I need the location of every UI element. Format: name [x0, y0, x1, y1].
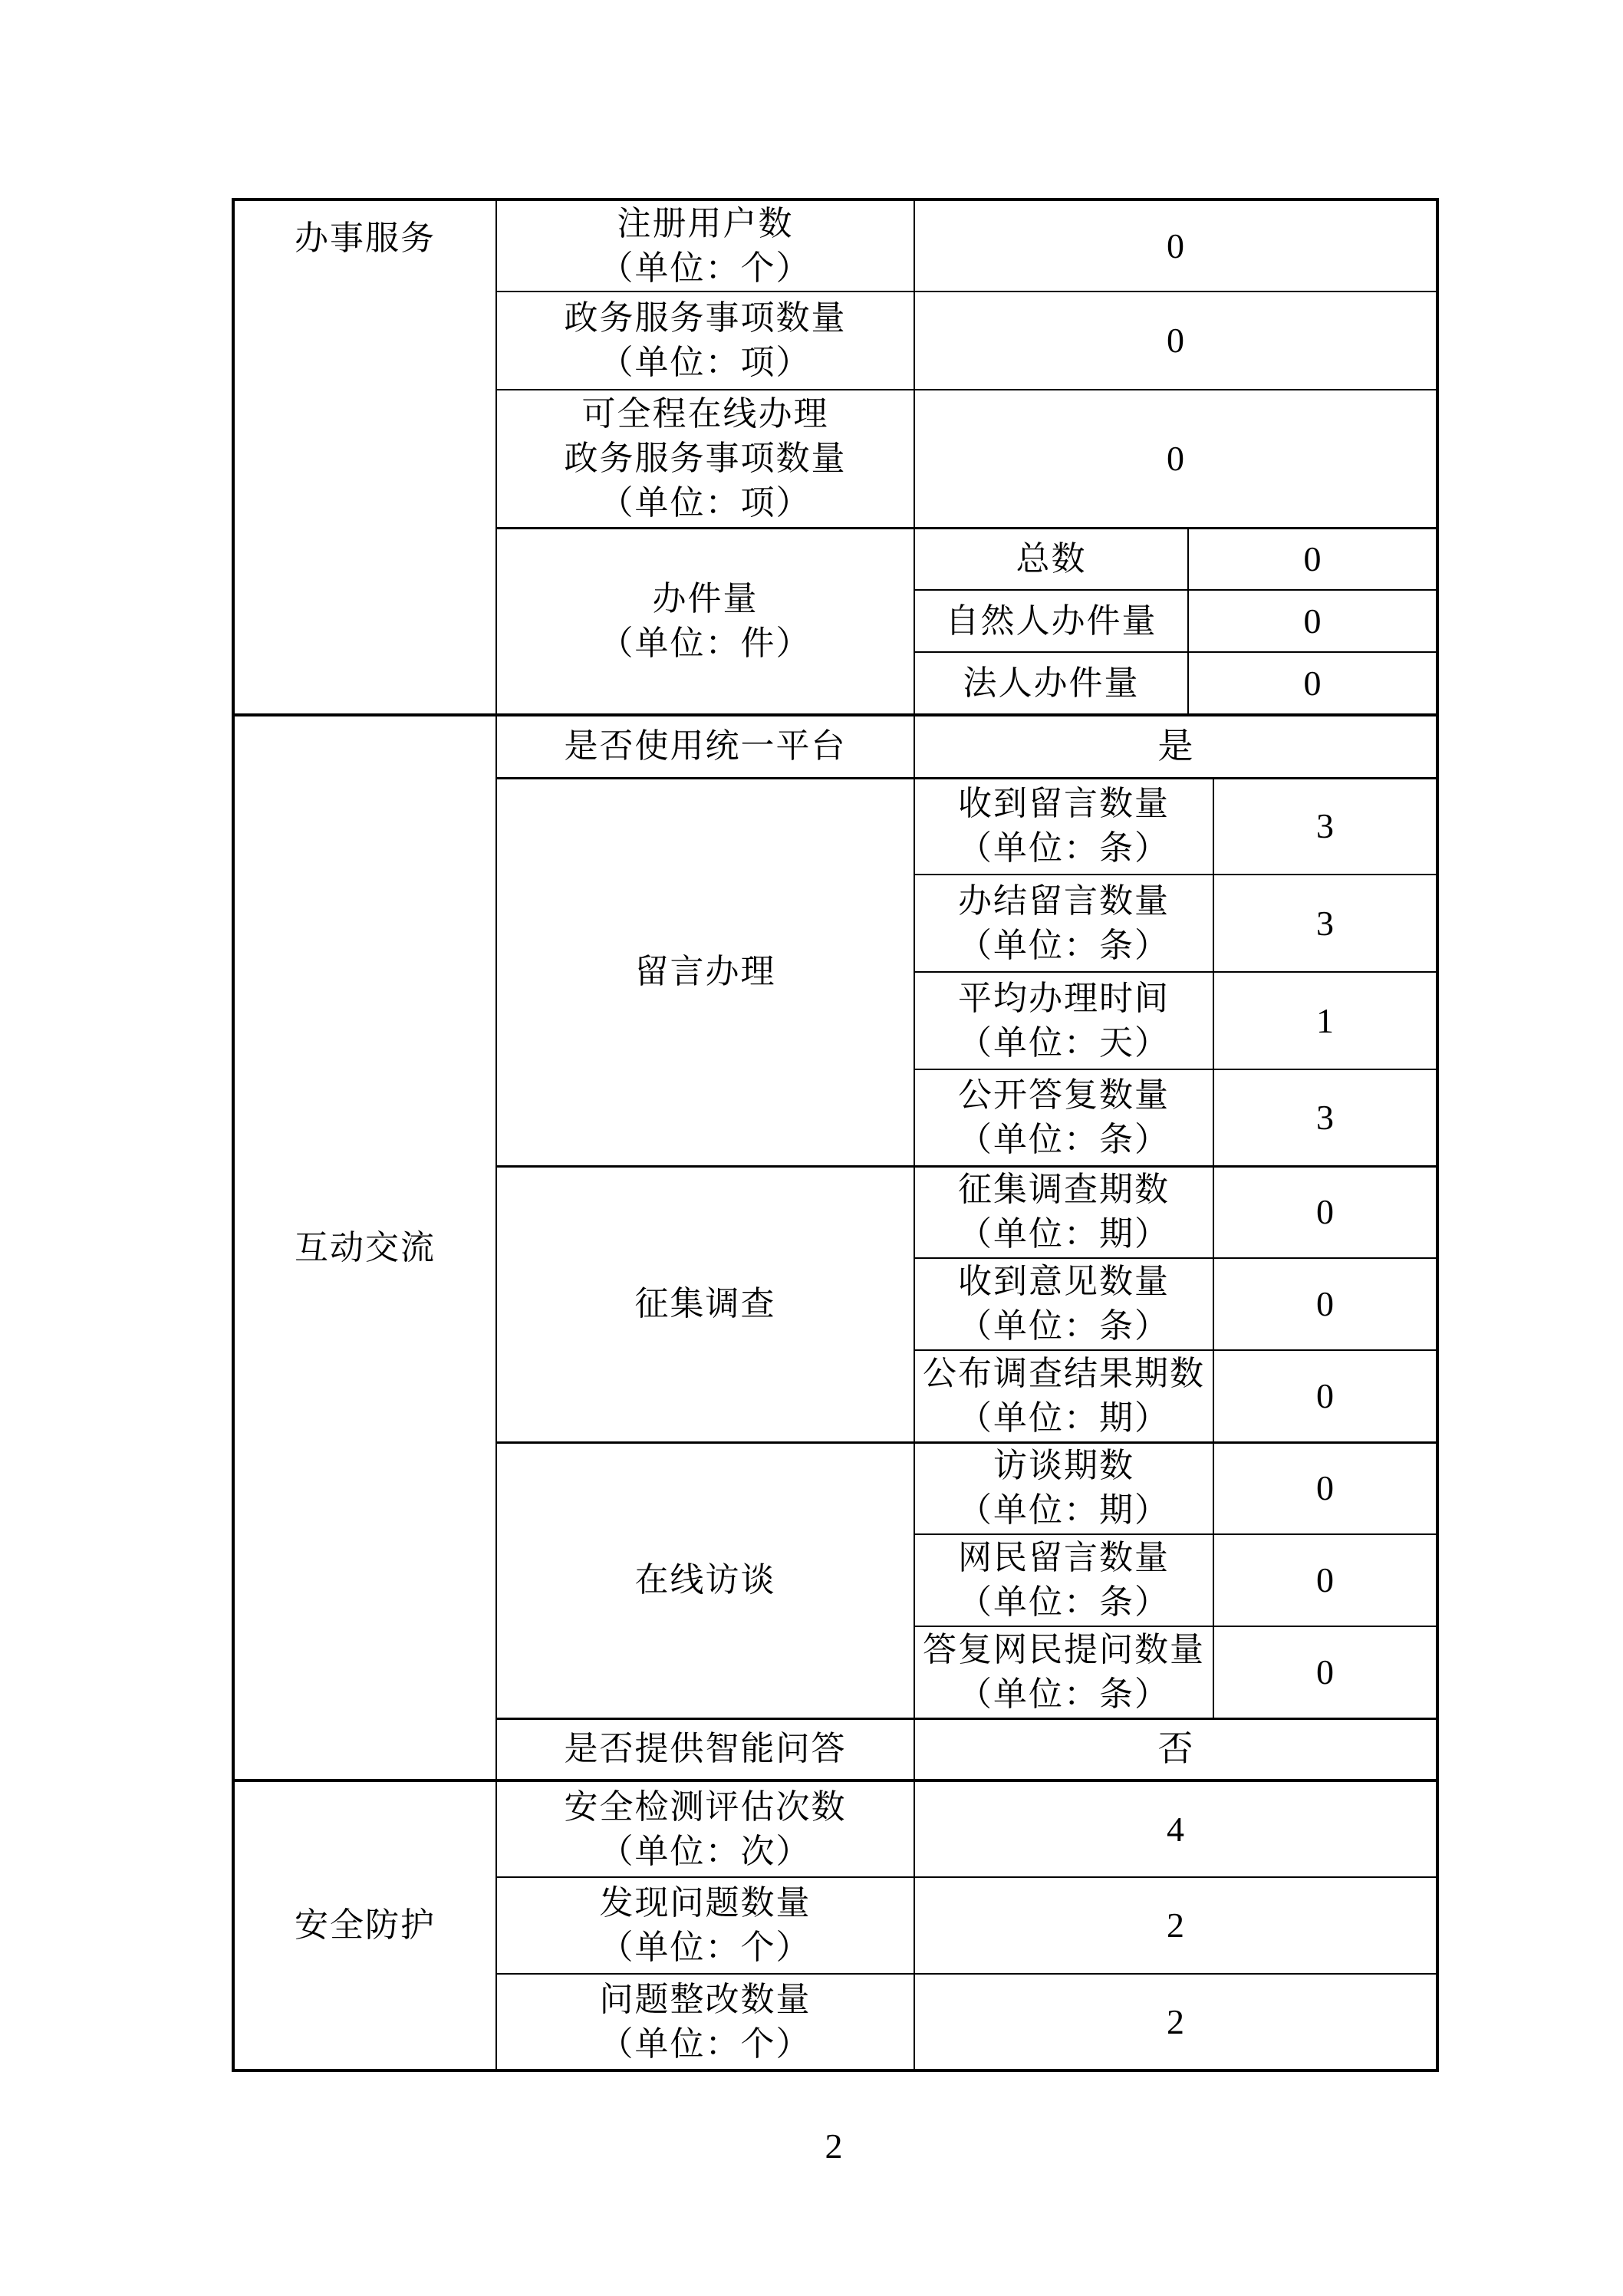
- sub-label-cell: 法人办件量: [914, 652, 1188, 715]
- sub-unit: （单位：期）: [958, 1398, 1170, 1437]
- sub-label: 网民留言数量: [958, 1539, 1170, 1576]
- sub-label-cell: [914, 1442, 1213, 1534]
- sub-label-cell: [914, 972, 1213, 1069]
- sub-unit: （单位：条）: [958, 1307, 1170, 1345]
- section-label: 办事服务: [295, 219, 436, 257]
- item-unit: （单位：次）: [599, 1832, 812, 1870]
- sub-label-cell: [914, 875, 1213, 972]
- section-cell-hudong: [233, 715, 496, 1780]
- group-label-cell: [496, 528, 914, 715]
- sub-unit: （单位：条）: [958, 1583, 1170, 1621]
- sub-unit: （单位：条）: [958, 926, 1170, 964]
- group-label-cell: 征集调查: [496, 1166, 914, 1442]
- sub-label-cell: [914, 1069, 1213, 1166]
- item-unit: （单位：项）: [599, 483, 812, 522]
- sub-unit: （单位：天）: [958, 1023, 1170, 1062]
- value-cell: 1: [1213, 972, 1437, 1069]
- sub-unit: （单位：条）: [958, 829, 1170, 868]
- item-label: 可全程在线办理: [581, 394, 829, 433]
- value-cell: 是: [914, 715, 1437, 778]
- item-label: 注册用户数: [617, 204, 794, 242]
- sub-label: 答复网民提问数量: [923, 1630, 1205, 1668]
- item-unit: （单位：个）: [599, 1929, 812, 1966]
- value-cell: 2: [914, 1974, 1437, 2070]
- value-cell: 2: [914, 1877, 1437, 1974]
- sub-unit: （单位：条）: [958, 1675, 1170, 1713]
- item-label-cell: [496, 292, 914, 390]
- value-cell: 0: [914, 390, 1437, 528]
- item-unit: （单位：个）: [599, 249, 812, 287]
- value-cell: 3: [1213, 875, 1437, 972]
- sub-label-cell: 自然人办件量: [914, 590, 1188, 652]
- sub-label-cell: [914, 1350, 1213, 1442]
- item-label-line2: 政务服务事项数量: [564, 439, 847, 477]
- section-label: 互动交流: [295, 1228, 436, 1267]
- sub-label: 访谈期数: [993, 1447, 1134, 1485]
- sub-label-cell: [914, 778, 1213, 875]
- sub-label-cell: 总数: [914, 528, 1188, 590]
- group-unit: （单位：件）: [599, 624, 812, 662]
- item-label-cell: [496, 390, 914, 528]
- sub-label: 公布调查结果期数: [923, 1354, 1205, 1392]
- value-cell: 0: [1213, 1626, 1437, 1718]
- value-cell: 4: [914, 1780, 1437, 1877]
- value-cell: 0: [1188, 528, 1437, 590]
- group-label-cell: 留言办理: [496, 778, 914, 1166]
- sub-label-cell: [914, 1534, 1213, 1626]
- sub-unit: （单位：条）: [958, 1120, 1170, 1158]
- value-cell: 3: [1213, 778, 1437, 875]
- section-label: 安全防护: [295, 1906, 436, 1944]
- group-label-cell: 在线访谈: [496, 1442, 914, 1718]
- value-cell: 0: [1188, 590, 1437, 652]
- item-label: 政务服务事项数量: [564, 299, 847, 337]
- sub-label: 收到意见数量: [958, 1263, 1170, 1300]
- item-label: 安全检测评估次数: [564, 1787, 847, 1826]
- item-label-cell: 是否使用统一平台: [496, 715, 914, 778]
- report-table: [232, 198, 1439, 2072]
- group-label: 办件量: [652, 579, 759, 618]
- value-cell: 0: [1213, 1258, 1437, 1350]
- value-cell: 0: [914, 199, 1437, 292]
- item-label: 发现问题数量: [599, 1884, 812, 1922]
- item-label-cell: [496, 1877, 914, 1974]
- value-cell: 否: [914, 1718, 1437, 1780]
- sub-label: 公开答复数量: [958, 1076, 1170, 1114]
- sub-unit: （单位：期）: [958, 1215, 1170, 1253]
- item-unit: （单位：项）: [599, 344, 812, 381]
- sub-label: 征集调查期数: [958, 1171, 1170, 1209]
- page-number: 2: [825, 2126, 843, 2166]
- item-label-cell: 是否提供智能问答: [496, 1718, 914, 1780]
- item-unit: （单位：个）: [599, 2024, 812, 2063]
- item-label-cell: [496, 199, 914, 292]
- value-cell: 0: [914, 292, 1437, 390]
- value-cell: 0: [1188, 652, 1437, 715]
- sub-label: 收到留言数量: [958, 785, 1170, 823]
- sub-label-cell: [914, 1258, 1213, 1350]
- value-cell: 0: [1213, 1350, 1437, 1442]
- sub-label-cell: [914, 1626, 1213, 1718]
- sub-label: 办结留言数量: [958, 881, 1170, 920]
- value-cell: 0: [1213, 1442, 1437, 1534]
- item-label: 问题整改数量: [599, 1980, 812, 2018]
- value-cell: 0: [1213, 1166, 1437, 1258]
- item-label-cell: [496, 1974, 914, 2070]
- section-cell-banshi: [233, 199, 496, 715]
- value-cell: 3: [1213, 1069, 1437, 1166]
- sub-label: 平均办理时间: [958, 979, 1170, 1017]
- sub-unit: （单位：期）: [958, 1491, 1170, 1530]
- section-cell-anquan: [233, 1780, 496, 2070]
- item-label-cell: [496, 1780, 914, 1877]
- sub-label-cell: [914, 1166, 1213, 1258]
- value-cell: 0: [1213, 1534, 1437, 1626]
